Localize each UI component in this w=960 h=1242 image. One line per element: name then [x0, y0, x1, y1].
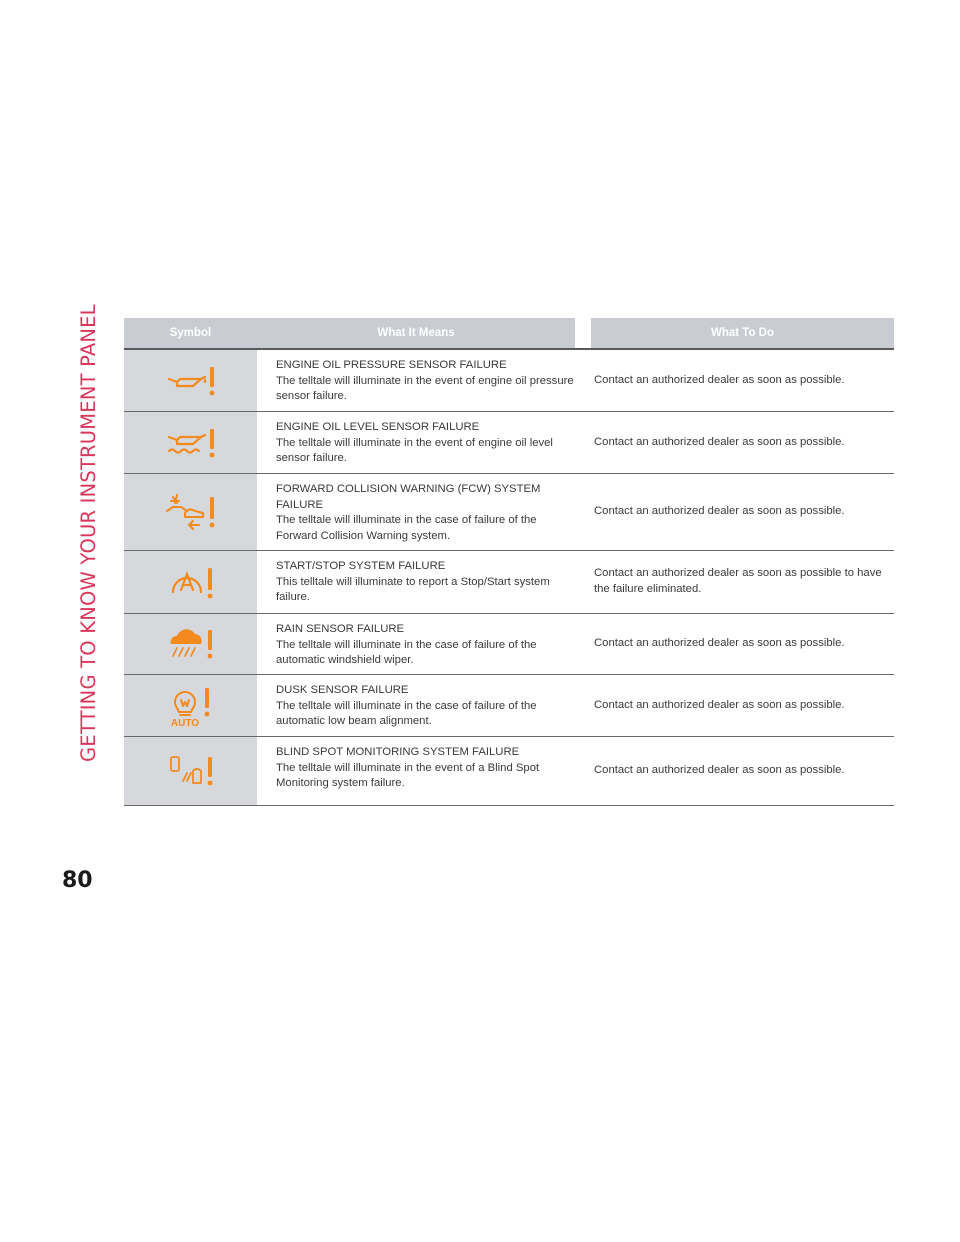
rain-sensor-failure-icon: [163, 624, 219, 664]
telltale-title: FORWARD COLLISION WARNING (FCW) SYSTEM FAILURE: [276, 483, 541, 511]
telltale-table: [124, 318, 894, 806]
action-cell: [575, 412, 894, 473]
telltale-action: Contact an authorized dealer as soon as possible.: [594, 373, 845, 386]
header-symbol: Symbol: [169, 327, 212, 339]
telltale-title: START/STOP SYSTEM FAILURE: [276, 560, 446, 572]
meaning-cell: [257, 737, 575, 805]
section-side-title: GETTING TO KNOW YOUR INSTRUMENT PANEL: [77, 304, 100, 762]
meaning-cell: [257, 551, 575, 613]
header-what-it-means: What It Means: [377, 327, 455, 339]
telltale-description: The telltale will illuminate in the case of failure of the automatic windshield wiper.: [276, 638, 537, 667]
meaning-cell: [257, 350, 575, 411]
telltale-description: The telltale will illuminate in the case of failure of the automatic low beam alignment.: [276, 699, 537, 728]
action-cell: [575, 675, 894, 736]
start-stop-failure-icon: [163, 562, 219, 602]
forward-collision-warning-failure-icon: [163, 491, 219, 533]
table-header: [124, 318, 894, 350]
action-cell: [575, 350, 894, 411]
action-cell: [575, 737, 894, 805]
telltale-description: The telltale will illuminate in the case of failure of the Forward Collision Warning system.: [276, 514, 537, 542]
telltale-action: Contact an authorized dealer as soon as possible.: [594, 435, 845, 448]
meaning-cell: [257, 675, 575, 736]
telltale-title: BLIND SPOT MONITORING SYSTEM FAILURE: [276, 746, 520, 758]
telltale-description: The telltale will illuminate in the event of engine oil pressure sensor failure.: [276, 374, 574, 403]
header-what-to-do: What To Do: [575, 318, 894, 348]
telltale-description: The telltale will illuminate in the event of engine oil level sensor failure.: [276, 436, 553, 465]
telltale-title: RAIN SENSOR FAILURE: [276, 623, 405, 635]
telltale-action: Contact an authorized dealer as soon as possible.: [594, 764, 845, 777]
table-row: [124, 551, 894, 614]
dusk-sensor-failure-icon: [163, 684, 219, 728]
oil-level-sensor-failure-icon: [163, 423, 219, 463]
table-row: [124, 737, 894, 806]
symbol-cell: [124, 675, 257, 736]
symbol-cell: [124, 350, 257, 411]
symbol-cell: [124, 551, 257, 613]
action-cell: [575, 474, 894, 550]
symbol-cell: [124, 474, 257, 550]
table-row: [124, 350, 894, 412]
page-number: 80: [62, 868, 93, 893]
action-cell: [575, 614, 894, 674]
telltale-title: DUSK SENSOR FAILURE: [276, 684, 409, 696]
meaning-cell: [257, 412, 575, 473]
telltale-action: Contact an authorized dealer as soon as possible.: [594, 637, 845, 650]
blind-spot-monitoring-failure-icon: [163, 751, 219, 791]
symbol-cell: [124, 737, 257, 805]
table-row: [124, 412, 894, 474]
telltale-action: Contact an authorized dealer as soon as possible.: [594, 698, 845, 711]
table-row: [124, 474, 894, 551]
table-row: [124, 614, 894, 675]
auto-label: AUTO: [170, 717, 199, 728]
table-row: [124, 675, 894, 737]
meaning-cell: [257, 474, 575, 550]
telltale-action: Contact an authorized dealer as soon as possible to have the failure eliminated.: [594, 567, 882, 595]
oil-pressure-sensor-failure-icon: [163, 361, 219, 401]
action-cell: [575, 551, 894, 613]
meaning-cell: [257, 614, 575, 674]
telltale-action: Contact an authorized dealer as soon as possible.: [594, 505, 845, 518]
symbol-cell: [124, 412, 257, 473]
symbol-cell: [124, 614, 257, 674]
telltale-title: ENGINE OIL LEVEL SENSOR FAILURE: [276, 421, 480, 433]
telltale-title: ENGINE OIL PRESSURE SENSOR FAILURE: [276, 359, 507, 371]
telltale-description: This telltale will illuminate to report a Stop/Start system failure.: [276, 575, 550, 604]
telltale-description: The telltale will illuminate in the event of a Blind Spot Monitoring system failure.: [276, 761, 540, 790]
